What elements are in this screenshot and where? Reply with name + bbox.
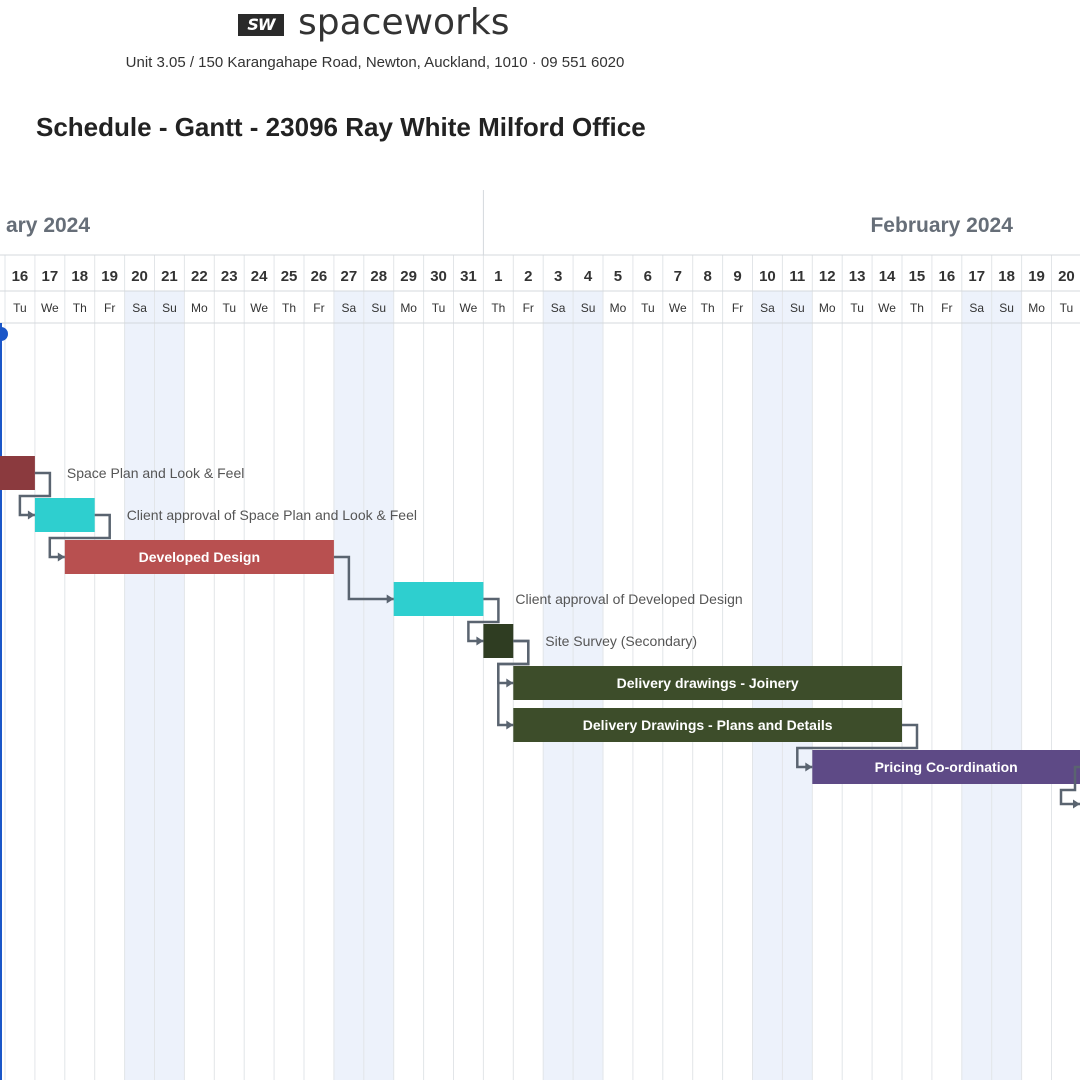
weekday-label: Su — [162, 301, 177, 315]
day-number: 12 — [818, 268, 836, 285]
day-number: 20 — [131, 268, 148, 285]
weekend-column — [334, 291, 364, 1080]
task-bar-label: Client approval of Space Plan and Look & Feel — [126, 507, 417, 523]
weekday-label: Th — [491, 301, 506, 315]
weekday-label: We — [878, 301, 896, 315]
day-number: 21 — [161, 268, 178, 285]
task-bar[interactable] — [35, 498, 95, 532]
task-bar-label: Delivery Drawings - Plans and Details — [582, 717, 833, 733]
weekday-label: Sa — [550, 301, 566, 315]
task-bar[interactable] — [394, 582, 484, 616]
weekday-label: We — [40, 301, 59, 315]
day-number: 14 — [878, 268, 896, 285]
weekday-label: Th — [700, 301, 715, 315]
task-bar[interactable] — [483, 624, 513, 658]
day-number: 16 — [938, 268, 956, 285]
day-number: 16 — [11, 268, 29, 285]
day-number: 2 — [524, 268, 533, 285]
weekday-label: Sa — [760, 301, 775, 315]
weekday-label: Th — [282, 301, 297, 315]
weekday-label: Tu — [850, 301, 864, 315]
weekday-label: Mo — [191, 301, 208, 315]
day-number: 9 — [733, 268, 742, 285]
day-number: 27 — [340, 268, 358, 285]
weekday-label: Mo — [818, 301, 836, 315]
day-number: 7 — [673, 268, 682, 285]
weekday-label: Sa — [132, 301, 147, 315]
day-number: 18 — [998, 268, 1015, 285]
arrow-head-icon — [506, 679, 513, 688]
weekday-label: Fr — [103, 301, 116, 315]
weekday-label: Tu — [1059, 301, 1074, 315]
day-number: 26 — [310, 268, 328, 285]
day-number: 30 — [430, 268, 447, 285]
weekday-label: Th — [72, 301, 87, 315]
weekday-label: Su — [790, 301, 805, 315]
weekday-label: Fr — [522, 301, 534, 315]
page-title: Schedule - Gantt - 23096 Ray White Milford Office — [36, 112, 646, 142]
weekday-label: Sa — [969, 301, 985, 315]
day-number: 17 — [41, 268, 59, 285]
day-number: 8 — [703, 268, 712, 285]
weekday-label: We — [668, 301, 687, 315]
brand-name: spaceworks — [298, 2, 510, 43]
weekday-label: Su — [999, 301, 1014, 315]
day-number: 17 — [968, 268, 986, 285]
arrow-head-icon — [58, 553, 65, 562]
day-number: 19 — [1028, 268, 1045, 285]
task-bar-label: Delivery drawings - Joinery — [616, 675, 799, 691]
arrow-head-icon — [476, 637, 483, 646]
day-number: 31 — [460, 268, 477, 285]
weekday-label: Sa — [341, 301, 357, 315]
day-number: 22 — [191, 268, 208, 285]
arrow-head-icon — [506, 721, 513, 730]
spaceworks-logo-icon: SW — [238, 14, 284, 36]
day-number: 25 — [280, 268, 298, 285]
weekday-label: Su — [371, 301, 387, 315]
day-number: 11 — [789, 268, 806, 285]
task-bar-label: Space Plan and Look & Feel — [66, 465, 245, 481]
day-number: 15 — [908, 268, 926, 285]
day-number: 5 — [613, 268, 623, 285]
day-number: 13 — [848, 268, 866, 285]
weekend-column — [962, 291, 992, 1080]
weekday-label: Fr — [941, 301, 953, 315]
day-number: 4 — [583, 268, 593, 285]
weekday-label: Tu — [13, 301, 27, 315]
weekday-label: We — [459, 301, 478, 315]
day-number: 20 — [1058, 268, 1075, 285]
month-label: February 2024 — [870, 214, 1013, 237]
weekday-label: Mo — [400, 301, 417, 315]
weekday-label: Mo — [1028, 301, 1045, 315]
day-number: 1 — [494, 268, 503, 285]
weekday-label: Tu — [431, 301, 446, 315]
weekday-label: We — [250, 301, 269, 315]
weekend-column — [155, 291, 185, 1080]
day-number: 29 — [400, 268, 417, 285]
weekday-label: Fr — [313, 301, 325, 315]
document-header — [0, 0, 1080, 160]
company-address: Unit 3.05 / 150 Karangahape Road, Newton, Auckland, 1010 · 09 551 6020 — [125, 54, 625, 71]
weekday-label: Tu — [641, 301, 655, 315]
day-number: 28 — [370, 268, 388, 285]
arrow-head-icon — [28, 511, 35, 520]
day-number: 6 — [643, 268, 653, 285]
day-number: 24 — [250, 268, 268, 285]
gantt-chart — [0, 190, 1080, 1080]
weekend-column — [364, 291, 394, 1080]
weekend-column — [992, 291, 1022, 1080]
day-number: 23 — [220, 268, 238, 285]
weekday-label: Fr — [731, 301, 744, 315]
today-marker-icon — [0, 327, 8, 341]
weekend-column — [125, 291, 155, 1080]
task-bar[interactable] — [0, 456, 35, 490]
task-bar-label: Pricing Co-ordination — [874, 759, 1018, 775]
weekday-label: Tu — [222, 301, 237, 315]
day-number: 10 — [759, 268, 776, 285]
task-bar-label: Site Survey (Secondary) — [545, 633, 698, 649]
weekday-label: Su — [580, 301, 596, 315]
day-number: 18 — [71, 268, 89, 285]
weekday-label: Th — [909, 301, 924, 315]
task-bar-label: Client approval of Developed Design — [515, 591, 743, 607]
weekday-label: Mo — [609, 301, 627, 315]
day-number: 3 — [553, 268, 563, 285]
day-number: 19 — [101, 268, 118, 285]
arrow-head-icon — [1073, 800, 1080, 809]
month-label: ary 2024 — [5, 214, 91, 237]
task-bar-label: Developed Design — [138, 549, 261, 565]
